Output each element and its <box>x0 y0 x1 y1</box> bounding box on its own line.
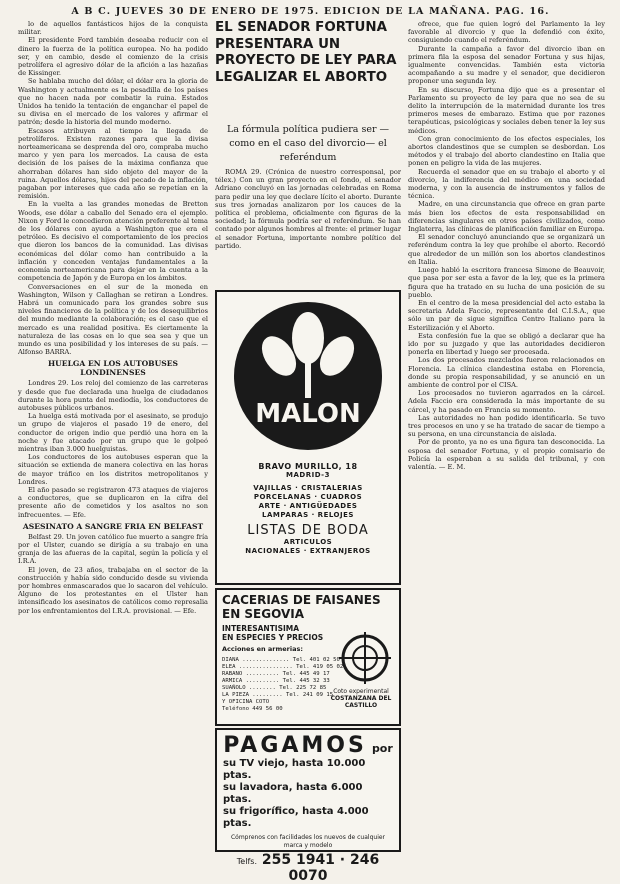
left-paragraph: lo de aquellos fantásticos hijos de la conquista militar. <box>18 20 208 37</box>
faisanes-title: CACERIAS DE FAISANES <box>222 593 381 607</box>
left-paragraph: Conversaciones en el sur de la moneda en Washington, Wilson y Callaghan se retiran a Londres. Habrá un comunicado para los grandes sobre sus niveles financieros de la política y de los desequilibrios del mundo mediante la colaboración; es el caso que el mercado es una realidad positiva. Es ciertamente la naturaleza de las cosas en lo que sea sea y que un mundo es una posibilidad y los intereses de su país. — Alfonso BARRA. <box>18 282 208 357</box>
right-paragraph: Las autoridades no han podido identificarla. Se tuvo tres procesos en uno y se ha tratado de sacar de tiempo a su persona, en una circunstancia de aislada. <box>408 413 605 439</box>
pagamos-suffix: por <box>371 742 393 755</box>
malon-line: ARTE · ANTIGÜEDADES <box>258 502 358 510</box>
list-item: Y OFICINA COTO <box>222 699 270 705</box>
article-lead-text: ROMA 29. (Crónica de nuestro corresponsal, por télex.) Con un gran proyecto en el fondo, el senador Adriano concluyó en las jornadas celebradas en Roma para pedir una ley que declare lícito el aborto. Durante sus tres jornadas analizaron por los cauces de la política el problema, oficialmente con figuras de la sociedad; la fórmula podría ser el referéndum. Se han contado por algunos hombres al frente: el primer lugar el senador Fortuna, importante nombre político del partido. <box>215 168 401 250</box>
right-paragraph: Con gran conocimiento de los efectos especiales, los abortos clandestinos que se cumplen se desbordan. Los métodos y el trabajo del aborto clandestino en Italia que ponen en peligro la vida de las mujeres. <box>408 134 605 168</box>
faisanes-ad <box>215 588 401 726</box>
coto-name: COSTANZANA DEL CASTILLO <box>330 695 392 709</box>
pagamos-phone: 255 1941 · 246 0070 <box>261 852 380 884</box>
malon-flower-logo-icon <box>223 298 393 454</box>
list-item: ELEA ................ Tel. 419 05 02 <box>222 664 344 670</box>
malon-address: BRAVO MURILLO, 18 <box>258 462 358 471</box>
pagamos-note: Cómprenos con facilidades los nuevos de cualquier marca y modelo <box>230 834 386 849</box>
malon-ad <box>215 290 401 585</box>
faisanes-title-2: EN SEGOVIA <box>222 607 305 621</box>
left-paragraph: El presidente Ford también deseaba reducir con el dinero la fuerza de la política europea. No ha podido ser, y en cambio, desde el comienzo de la crisis petrolífera el agresivo dólar de la afición a las hazañas de Kissinger. <box>18 36 208 78</box>
list-item: SUAÑOLO ........ Tel. 225 72 85 <box>222 685 327 691</box>
list-item: ARMICA .......... Tel. 445 32 33 <box>222 678 330 684</box>
right-paragraph: Los procesados no tuvieron agarrados en la cárcel. Adela Faccio era considerada la más importante de su cárcel, y ha pasado en Francia su momento. <box>408 389 605 414</box>
faisanes-sub: Acciones en armerias: <box>222 645 303 653</box>
left-paragraph: El joven, de 23 años, trabajaba en el sector de la construcción y había sido conducido desde su vivienda por hombres enmascarados que lo sacaron del vehículo. Alguno de los protestantes en el Ulster han intensificado los asesinatos de católicos como represalia por los enfrentamientos del I.R.A. provisional. — Efe. <box>18 565 208 615</box>
right-paragraph: Por de pronto, ya no es una figura tan desconocida. La esposa del senador Fortuna, y el propio comisario de Policía la esperaban a su salida del tribunal, y con valentía. — E. M. <box>408 438 605 471</box>
pagamos-offer: su frigorífico, hasta 4.000 ptas. <box>223 806 369 829</box>
faisanes-sub: INTERESANTISIMA <box>222 624 300 633</box>
left-paragraph: El año pasado se registraron 473 ataques de viajeros a conductores, que se duplicaron en la cifra del presente año de cometidos y los asaltos no son infrecuentes. — Efe. <box>18 485 208 519</box>
pagamos-offer: su TV viejo, hasta 10.000 ptas. <box>223 758 366 781</box>
page-header: A B C. JUEVES 30 DE ENERO DE 1975. EDICION DE LA MAÑANA. PAG. 16. <box>71 6 550 17</box>
coto-label: Coto experimental <box>333 688 389 695</box>
malon-headline: LISTAS DE BODA <box>247 523 369 538</box>
list-item: Teléfono 449 56 00 <box>222 706 283 712</box>
faisanes-armerias-list <box>222 657 344 713</box>
left-paragraph: Belfast 29. Un joven católico fue muerto a sangre fría por el Ulster, cuando se dirigía a su trabajo en una granja de las afueras de la capital, según la policía y el I.R.A. <box>18 532 208 566</box>
right-column <box>408 20 605 850</box>
right-paragraph: Esta confesión fue la que se obligó a declarar que ha ido por su juzgado y que las autoridades decidieron ponerla en libertad y luego ser procesada. <box>408 331 605 357</box>
faisanes-sub: EN ESPECIES Y PRECIOS <box>222 633 324 642</box>
malon-line: VAJILLAS · CRISTALERIAS <box>253 484 363 492</box>
right-paragraph: Recuerda el senador que en su trabajo el aborto y el divorcio, la indiferencia del médico en una sociedad moderna, y con la ausencia de instrumentos y fallos de técnica. <box>408 167 605 201</box>
pagamos-phone-label: Telfs. <box>236 857 257 866</box>
section-title-belfast: ASESINATO A SANGRE FRIA EN BELFAST <box>22 521 204 531</box>
right-paragraph: En su discurso, Fortuna dijo que es a presentar el Parlamento su proyecto de ley para que no sea de su delito la interrupción de la maternidad durante los tres primeros meses de embarazo. Estima que por razones terapéuticas, psicológicas y sociales deben tener la ley sus médicos. <box>408 85 605 135</box>
left-paragraph: Se hablaba mucho del dólar, el dólar era la gloria de Washington y actualmente es la pesadilla de los países que no hacen nada por combatir la ruina. Estados Unidos ha tenido la tentación de enganchar el papel de su divisa en el mercado de los valores y afirmar el patrón; desde la historia del mundo moderno. <box>18 77 208 127</box>
pagamos-offer: su lavadora, hasta 6.000 ptas. <box>223 782 363 805</box>
left-paragraph: Londres 29. Los reloj del comienzo de las carreteras y desde que fue declarada una huelga de ciudadanos durante la hora punta del mediodía, los conductores de autobuses públicos urbanos. <box>18 379 208 412</box>
crosshair-icon <box>339 632 391 684</box>
list-item: LA PIEZA ......... Tel. 241 09 15 <box>222 692 334 698</box>
right-paragraph: Los dos procesados mezclados fueron relacionados en Florencia. La clínica clandestina estaba en Florencia, donde su propia responsabilidad, y se anunció en un ambiente de control por el CISA. <box>408 356 605 389</box>
left-paragraph: La huelga está motivada por el asesinato, se produjo un grupo de viajeros el pasado 19 de enero, del conductor de origen indio que perdió una hora en la noche y fue atacado por un grupo que le golpeó mientras iban 3.000 huelguistas. <box>18 412 208 453</box>
malon-city: MADRID-3 <box>286 471 330 479</box>
right-paragraph: En el centro de la mesa presidencial del acto estaba la secretaria Adela Faccio, representante del C.I.S.A., que sólo un par de sigue significa Centro Italiano para la Esterilización y el Aborto. <box>408 298 605 332</box>
left-paragraph: En la vuelta a las grandes monedas de Bretton Woods, ese dólar a caballo del Senado era el ejemplo. Nixon y Ford le concedieron atención preferente al tema de los dólares con ayuda a Washington que era el petróleo. Es decisivo el comportamiento de los precios que dieron los bancos de la comunidad. Las divisas económicas del dólar como han contribuido a la inflación y conceden ventajas fundamentales a la economía norteamericana para dejar en la cuenta a la competencia de Japón y de Europa en los ámbitos. <box>18 200 208 283</box>
list-item: DIANA .............. Tel. 401 02 50 <box>222 657 340 663</box>
pagamos-title: PAGAMOS <box>223 733 367 758</box>
right-paragraph: El senador concluyó anunciando que se organizará un referéndum contra la ley que prohíbe el aborto. Recordó que alrededor de un millón son los abortos clandestinos en Italia. <box>408 233 605 266</box>
pagamos-ad <box>215 728 401 884</box>
malon-line: NACIONALES · EXTRANJEROS <box>245 547 371 555</box>
malon-line: LAMPARAS · RELOJES <box>262 511 354 519</box>
left-column <box>18 20 208 850</box>
malon-brand: MALON <box>255 399 361 429</box>
right-paragraph: ofrece, que fue quien logró del Parlamento la ley favorable al divorcio y que la defendió con éxito, consiguiendo cuando el referéndum. <box>408 20 605 45</box>
article-lead <box>215 168 401 276</box>
section-title-huelga: HUELGA EN LOS AUTOBUSES LONDINENSES <box>48 359 178 378</box>
right-paragraph: Madre, en una circunstancia que ofrece en gran parte más bien los efectos de esta responsabilidad en diferencias singulares en otros países civilizados, como Inglaterra, las clínicas de planificación familiar en Europa. <box>408 200 605 234</box>
right-paragraph: Luego habló la escritora francesa Simone de Beauvoir, que pasa por ser esta a favor de la ley, que es la primera figura que ha tratado en su lucha de una posición de su pueblo. <box>408 266 605 299</box>
left-paragraph: Los conductores de los autobuses esperan que la situación se extienda de manera colectiva en las horas de mayor tráfico en los distritos metropolitanos y Londres. <box>18 453 208 486</box>
malon-line: ARTICULOS <box>283 538 333 546</box>
left-paragraph: Escasos atribuyen al tiempo la llegada de petrolíferos. Existen razones para que la divisa norteamericana se desprenda del oro, compraba mucho marco y yen para los mercados. La causa de esta decisión de los países de la máxima confianza que ahorraban dólares han sido objeto del mayor de la ruina. Aquellos dólares, hijos del pecado de la inflación, pagaban por intereses que cada año se repetían en la remisión. <box>18 126 208 201</box>
article-headline: EL SENADOR FORTUNA PRESENTARA UN PROYECTO DE LEY PARA LEGALIZAR EL ABORTO <box>215 20 397 85</box>
right-paragraph: Durante la campaña a favor del divorcio iban en primera fila la esposa del senador Fortuna y sus hijas, igualmente convencidas. También esta victoria acompañando a su madre y el senador, que decidieron proponer una segunda ley. <box>408 44 605 86</box>
malon-line: PORCELANAS · CUADROS <box>253 493 363 501</box>
list-item: RABANO .......... Tel. 445 49 17 <box>222 671 330 677</box>
article-subhead: La fórmula política pudiera ser —como en el caso del divorcio— el referéndum <box>226 124 390 163</box>
